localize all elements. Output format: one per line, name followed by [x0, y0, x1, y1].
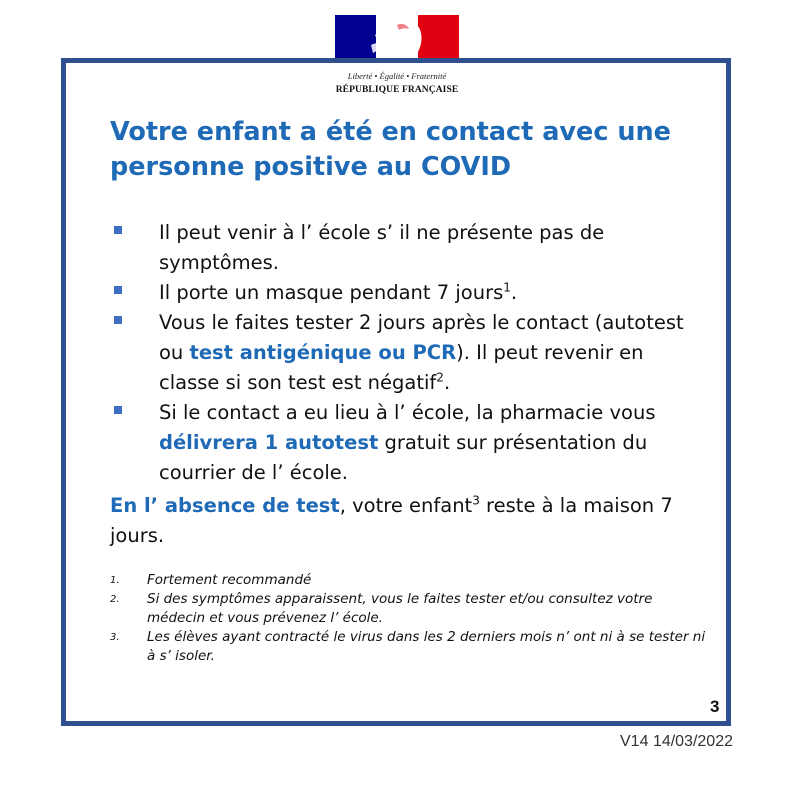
advice-text-end: .: [510, 281, 518, 304]
bullet-square-icon: [114, 316, 122, 324]
page-title: Votre enfant a été en contact avec une personne positive au COVID: [110, 117, 671, 182]
advice-item: [110, 398, 710, 488]
bullet-square-icon: [114, 406, 122, 414]
bullet-square-icon: [114, 286, 122, 294]
advice-text-cont: gratuit sur présentation du courrier de l’ école.: [159, 431, 648, 484]
footnote-text: Fortement recommandé: [147, 572, 312, 588]
advice-text: Il porte un masque pendant 7 jours: [159, 281, 504, 304]
logo-republique-francaise: RÉPUBLIQUE FRANÇAISE: [335, 85, 459, 95]
footnote-item: [110, 590, 710, 628]
page-number: 3: [710, 697, 720, 716]
footnote-text: Si des symptômes apparaissent, vous le faites tester et/ou consultez votre médecin et vous prévenez l’ école.: [147, 591, 653, 626]
advice-item: [110, 278, 710, 308]
absence-text-end: reste à la maison 7 jours.: [110, 494, 673, 547]
bullet-square-icon: [114, 226, 122, 234]
advice-text: Vous le faites tester 2 jours après le contact (autotest ou: [159, 311, 684, 364]
advice-text: Si le contact a eu lieu à l’ école, la pharmacie vous: [159, 401, 656, 424]
footnote-item: [110, 571, 710, 590]
advice-text-end: .: [443, 371, 451, 394]
footnotes: [110, 571, 710, 666]
absence-text: , votre enfant: [339, 494, 473, 517]
footnote-number: 2.: [110, 594, 120, 605]
marianne-flag-icon: [335, 15, 459, 63]
logo-motto: Liberté • Égalité • Fraternité: [347, 71, 447, 81]
footnote-number: 3.: [110, 632, 120, 643]
advice-list: [110, 218, 710, 488]
version-label: V14 14/03/2022: [620, 733, 733, 750]
footnote-text: Les élèves ayant contracté le virus dans les 2 derniers mois n’ ont ni à se tester ni à s’ isoler.: [147, 629, 706, 664]
footnote-number: 1.: [110, 575, 120, 586]
footnote-ref: 3: [472, 493, 480, 508]
absence-highlight: En l’ absence de test: [110, 494, 340, 517]
advice-text-cont: ). Il peut revenir en classe si son test est négatif: [159, 341, 644, 394]
advice-text: Il peut venir à l’ école s’ il ne présente pas de symptômes.: [159, 221, 605, 274]
advice-highlight: test antigénique ou PCR: [189, 341, 457, 364]
advice-item: [110, 218, 710, 278]
absence-paragraph: [110, 491, 710, 551]
footnote-item: [110, 628, 710, 666]
advice-item: [110, 308, 710, 398]
advice-highlight: délivrera 1 autotest: [159, 431, 379, 454]
footnote-ref: 1: [503, 280, 511, 295]
footnote-ref: 2: [436, 370, 444, 385]
